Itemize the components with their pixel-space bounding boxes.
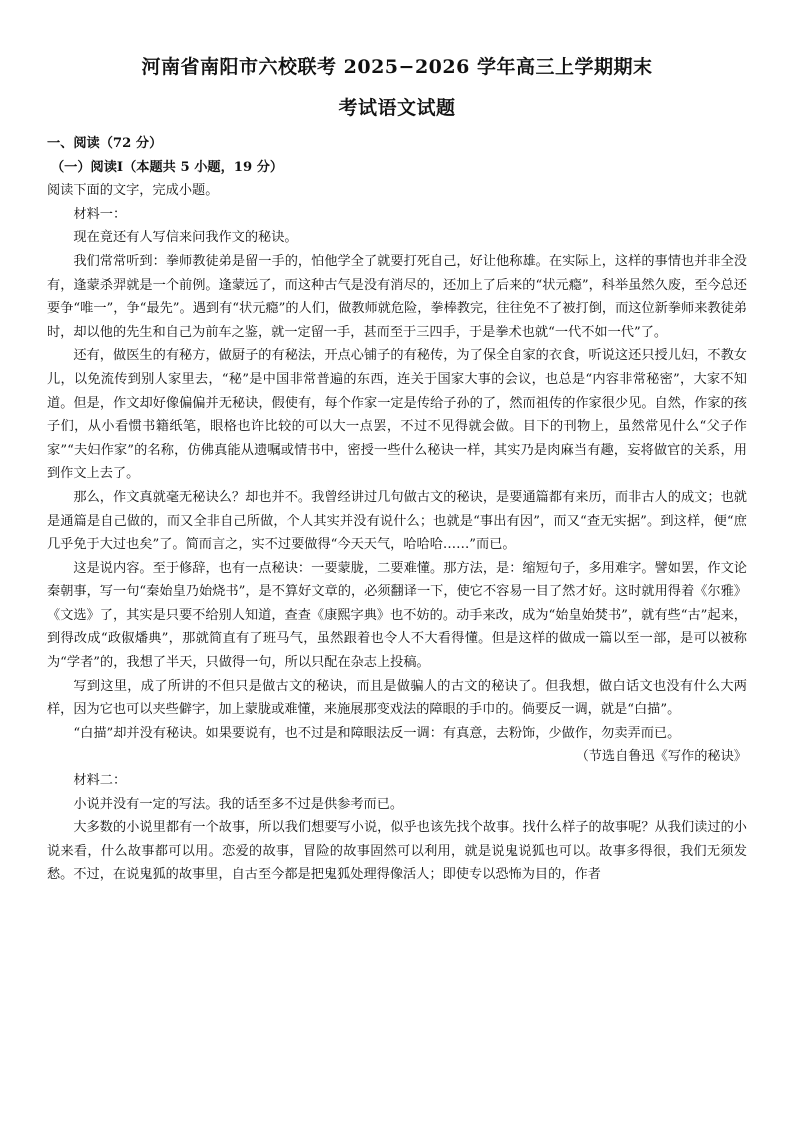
material1-paragraph: 这是说内容。至于修辞，也有一点秘诀：一要蒙胧，二要难懂。那方法，是：缩短句子，多用难字。譬如罢，作文论秦朝事，写一句“秦始皇乃始烧书”，是不算好文章的，必须翻译一下，使它不容易一目了然才好。这时就用得着《尔雅》《文选》了，其实是只要不给别人知道，查查《康熙字典》也不妨的。动手来改，成为“始皇始焚书”，就有些“古”起来，到得改成“政俶燔典”，那就简直有了班马气，虽然跟着也令人不大看得懂。但是这样的做成一篇以至一部，是可以被称为“学者”的，我想了半天，只做得一句，所以只配在杂志上投稿。: [47, 560, 747, 671]
material1-paragraph: 写到这里，成了所讲的不但只是做古文的秘诀，而且是做骗人的古文的秘诀了。但我想，做白话文也没有什么大两样，因为它也可以夹些僻字，加上蒙胧或难懂，来施展那变戏法的障眼的手巾的。倘要反一调，就是“白描”。: [47, 678, 747, 718]
material2-paragraph: 小说并没有一定的写法。我的话至多不过是供参考而已。: [73, 796, 404, 812]
section-heading: 一、阅读（72 分）: [47, 136, 163, 151]
material1-paragraph: 现在竟还有人写信来问我作文的秘诀。: [73, 230, 298, 246]
exam-title-line1: 河南省南阳市六校联考 2025−2026 学年高三上学期期末: [141, 56, 653, 78]
material1-label: 材料一：: [73, 206, 127, 222]
material2-paragraph: 大多数的小说里都有一个故事，所以我们想要写小说，似乎也该先找个故事。找什么样子的故事呢？从我们读过的小说来看，什么故事都可以用。恋爱的故事，冒险的故事固然可以利用，就是说鬼说狐也可以。故事多得很，我们无须发愁。不过，在说鬼狐的故事里，自古至今都是把鬼狐处理得像活人；即使专以恐怖为目的，作者: [47, 820, 747, 883]
material1-paragraph: 我们常常听到：拳师教徒弟是留一手的，怕他学全了就要打死自己，好让他称雄。在实际上，这样的事情也并非全没有，逢蒙杀羿就是一个前例。逢蒙远了，而这种古气是没有消尽的，还加上了后来的“状元瘾”，科举虽然久废，至今总还要争“唯一”，争“最先”。遇到有“状元瘾”的人们，做教师就危险，拳棒教完，往往免不了被打倒，而这位新拳师来教徒弟时，却以他的先生和自己为前车之鉴，就一定留一手，甚而至于三四手，于是拳术也就“一代不如一代”了。: [47, 253, 747, 340]
exam-content: [47, 132, 747, 887]
material2-label: 材料二：: [73, 773, 127, 789]
instruction-text: 阅读下面的文字，完成小题。: [47, 183, 219, 199]
exam-title-line2: 考试语文试题: [338, 97, 456, 119]
material1-paragraph: 那么，作文真就毫无秘诀么？却也并不。我曾经讲过几句做古文的秘诀，是要通篇都有来历，而非古人的成文；也就是通篇是自己做的，而又全非自己所做，个人其实并没有说什么；也就是“事出有因”，而又“查无实据”。到这样，便“庶几乎免于大过也矣”了。简而言之，实不过要做得“今天天气，哈哈哈……”而已。: [47, 489, 747, 553]
material1-paragraph: “白描”却并没有秘诀。如果要说有，也不过是和障眼法反一调：有真意，去粉饰，少做作，勿卖弄而已。: [73, 725, 681, 741]
subsection-heading: （一）阅读Ⅰ（本题共 5 小题，19 分）: [51, 159, 284, 175]
material1-paragraph: 还有，做医生的有秘方，做厨子的有秘法，开点心铺子的有秘传，为了保全自家的衣食，听说这还只授儿妇，不教女儿，以免流传到别人家里去，“秘”是中国非常普遍的东西，连关于国家大事的会议，也总是“内容非常秘密”，大家不知道。但是，作文却好像偏偏并无秘诀，假使有，每个作家一定是传给子孙的了，然而祖传的作家很少见。自然，作家的孩子们，从小看惯书籍纸笔，眼格也许比较的可以大一点罢，不过不见得就会做。目下的刊物上，虽然常见什么“父子作家”“夫妇作家”的名称，仿佛真能从遗嘱或情书中，密授一些什么秘诀一样，其实乃是肉麻当有趣，妄将做官的关系，用到作文上去了。: [47, 348, 747, 482]
material1-source: （节选自鲁迅《写作的秘诀》: [575, 749, 747, 765]
